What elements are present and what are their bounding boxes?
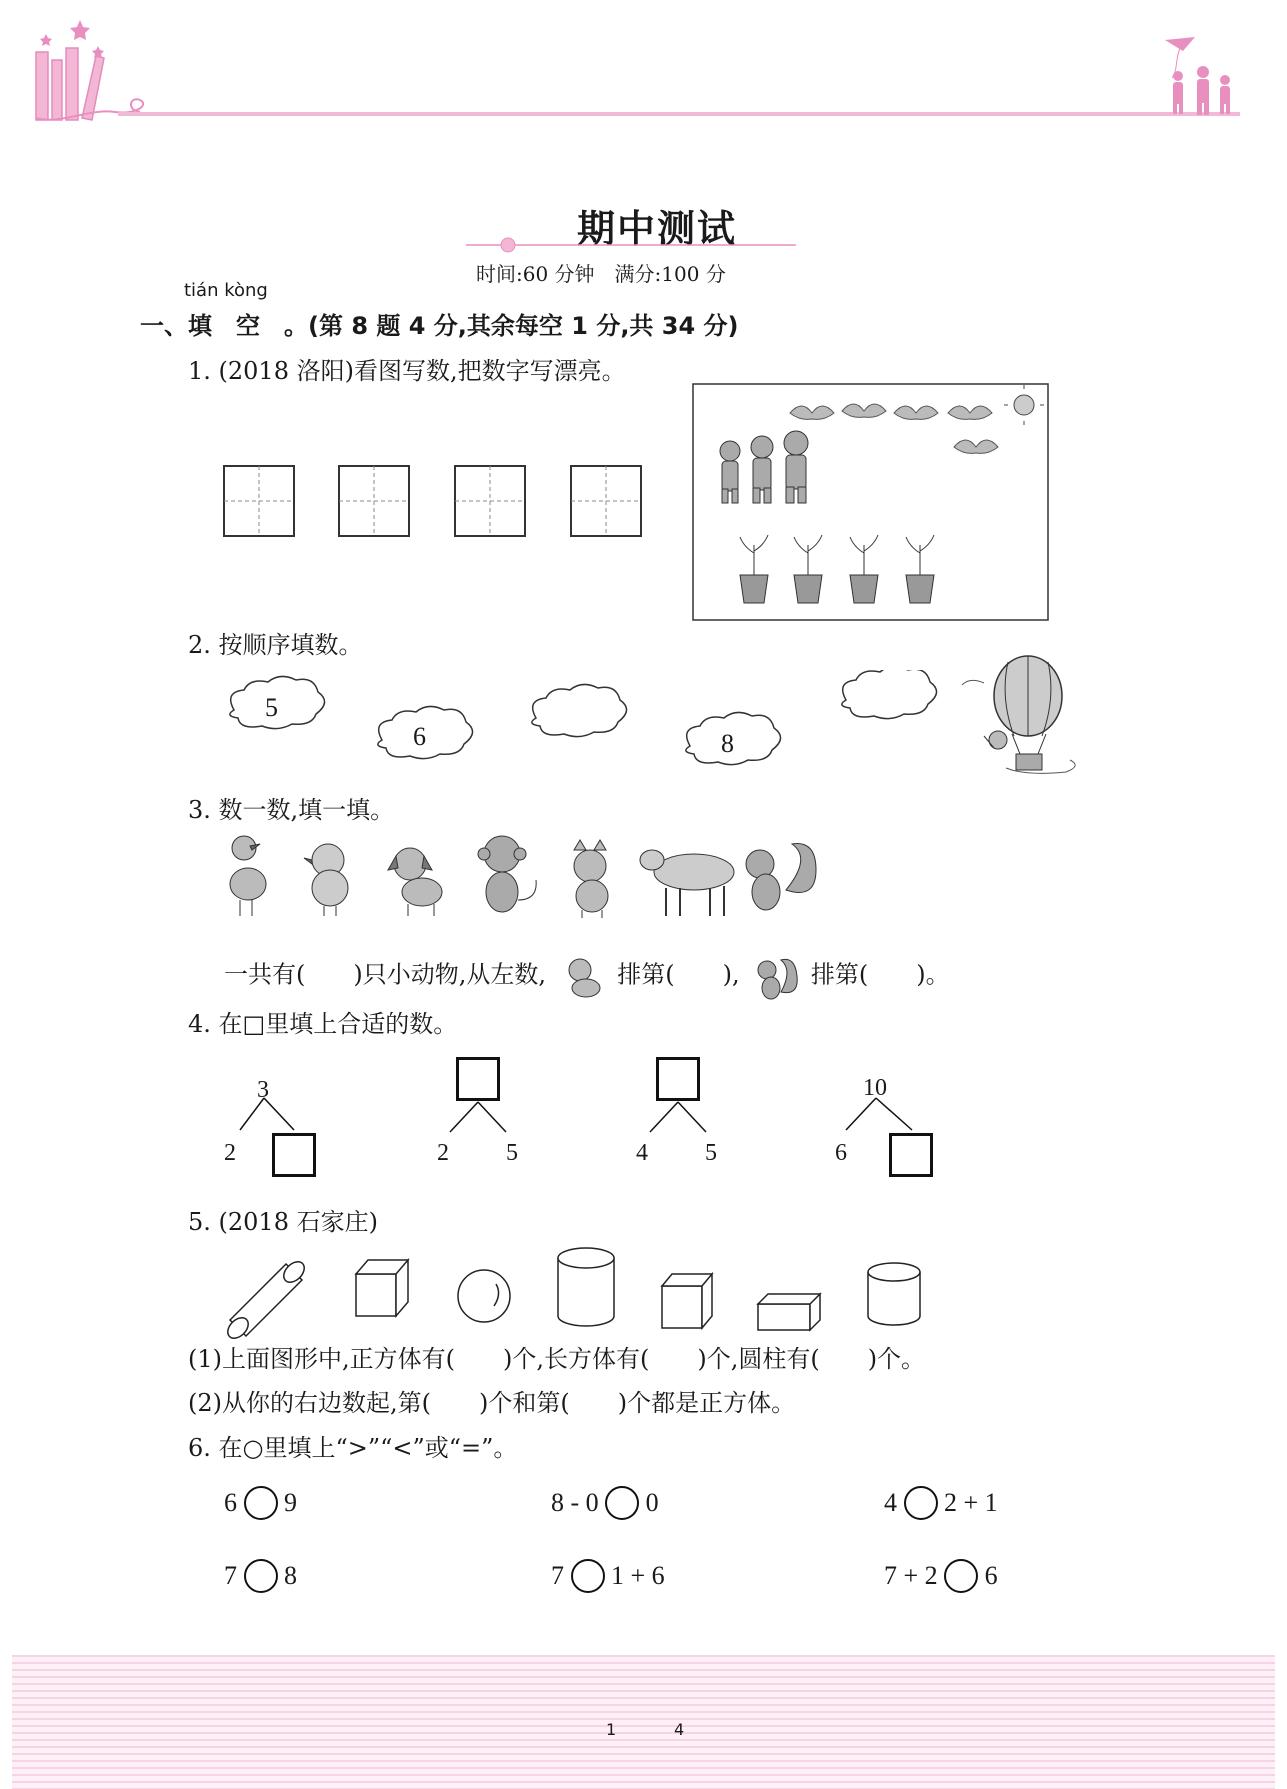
compare-circle[interactable] bbox=[244, 1559, 278, 1593]
sphere-icon bbox=[458, 1270, 510, 1322]
cloud[interactable] bbox=[842, 670, 937, 719]
hot-air-balloon-icon bbox=[950, 650, 1090, 780]
fill-total: 一共有( )只小动物,从左数, bbox=[224, 960, 546, 989]
bond-left: 4 bbox=[636, 1140, 648, 1166]
compare-item bbox=[224, 1486, 297, 1520]
section-label: 一、填 空 。 bbox=[140, 312, 308, 340]
compare-circle[interactable] bbox=[605, 1486, 639, 1520]
question-3-fill bbox=[224, 952, 950, 1000]
cube-icon bbox=[356, 1260, 408, 1316]
solid-shapes-row bbox=[220, 1240, 940, 1340]
compare-circle[interactable] bbox=[944, 1559, 978, 1593]
section-pinyin: tián kòng bbox=[184, 280, 268, 301]
section-scoring: (第 8 题 4 分,其余每空 1 分,共 34 分) bbox=[308, 312, 739, 340]
page-number-right: 4 bbox=[674, 1720, 685, 1739]
puppy-icon bbox=[388, 848, 442, 916]
question-1: 1. (2018 洛阳)看图写数,把数字写漂亮。 bbox=[188, 357, 626, 385]
compare-item bbox=[884, 1486, 998, 1520]
question-2: 2. 按顺序填数。 bbox=[188, 631, 363, 659]
answer-box[interactable] bbox=[456, 1057, 500, 1101]
section-heading bbox=[140, 306, 739, 341]
squirrel-icon bbox=[746, 844, 816, 910]
chick-icon bbox=[304, 844, 348, 916]
tian-grid-row bbox=[220, 462, 650, 538]
cloud[interactable] bbox=[532, 684, 627, 736]
question-4: 4. 在□里填上合适的数。 bbox=[188, 1010, 458, 1038]
tian-grid-box[interactable] bbox=[339, 466, 409, 536]
compare-left: 7 bbox=[224, 1561, 237, 1591]
compare-circle[interactable] bbox=[244, 1486, 278, 1520]
compare-right: 2 + 1 bbox=[944, 1488, 998, 1518]
bond-left: 6 bbox=[835, 1140, 847, 1166]
compare-right: 9 bbox=[284, 1488, 297, 1518]
ostrich-chick-icon bbox=[230, 836, 266, 916]
cat-icon bbox=[574, 840, 608, 918]
monkey-icon bbox=[478, 836, 536, 912]
compare-item bbox=[884, 1559, 998, 1593]
compare-right: 8 bbox=[284, 1561, 297, 1591]
page-number-left: 1 bbox=[606, 1720, 617, 1739]
compare-right: 0 bbox=[645, 1488, 659, 1518]
bond-left: 2 bbox=[437, 1140, 449, 1166]
compare-item bbox=[551, 1559, 665, 1593]
compare-item bbox=[551, 1486, 659, 1520]
question-6: 6. 在○里填上“>”“<”或“=”。 bbox=[188, 1434, 518, 1462]
question-5-2: (2)从你的右边数起,第( )个和第( )个都是正方体。 bbox=[188, 1389, 796, 1417]
answer-box[interactable] bbox=[272, 1133, 316, 1177]
footer-band bbox=[12, 1655, 1275, 1789]
book-stack-icon bbox=[36, 48, 104, 120]
cylinder-icon bbox=[868, 1263, 920, 1325]
cloud-sequence bbox=[220, 670, 940, 770]
bond-top: 3 bbox=[257, 1077, 269, 1103]
header-ornament bbox=[0, 0, 1287, 140]
tian-grid-box[interactable] bbox=[571, 466, 641, 536]
cloud-number: 5 bbox=[265, 693, 278, 722]
compare-left: 7 bbox=[551, 1561, 564, 1591]
fill-puppy-position: 排第( ), bbox=[617, 960, 740, 989]
cow-icon bbox=[640, 850, 734, 916]
puppy-icon bbox=[558, 952, 606, 1000]
compare-left: 8 - 0 bbox=[551, 1488, 599, 1518]
compare-right: 1 + 6 bbox=[611, 1561, 665, 1591]
children-kite-icon bbox=[1165, 37, 1230, 115]
tian-grid-box[interactable] bbox=[455, 466, 525, 536]
tian-grid-box[interactable] bbox=[224, 466, 294, 536]
header-decoration bbox=[0, 0, 1287, 140]
cuboid-icon bbox=[758, 1294, 820, 1330]
animal-row bbox=[220, 830, 900, 920]
cylinder-lying-icon bbox=[224, 1258, 308, 1340]
cylinder-icon bbox=[558, 1248, 614, 1326]
cloud-number: 6 bbox=[413, 722, 426, 751]
answer-box[interactable] bbox=[656, 1057, 700, 1101]
bond-right: 5 bbox=[506, 1140, 518, 1166]
bond-right: 5 bbox=[705, 1140, 717, 1166]
bond-top: 10 bbox=[863, 1075, 887, 1101]
squirrel-icon bbox=[751, 952, 799, 1000]
compare-right: 6 bbox=[984, 1561, 998, 1591]
compare-left: 7 + 2 bbox=[884, 1561, 938, 1591]
cloud-number: 8 bbox=[721, 729, 734, 758]
question-3: 3. 数一数,填一填。 bbox=[188, 796, 395, 824]
title-underline bbox=[466, 236, 796, 256]
compare-circle[interactable] bbox=[904, 1486, 938, 1520]
exam-meta: 时间:60 分钟 满分:100 分 bbox=[476, 262, 726, 286]
page-title: 期中测试 bbox=[577, 206, 738, 251]
answer-box[interactable] bbox=[889, 1133, 933, 1177]
compare-circle[interactable] bbox=[571, 1559, 605, 1593]
cube-icon bbox=[662, 1274, 712, 1328]
compare-item bbox=[224, 1559, 297, 1593]
bond-left: 2 bbox=[224, 1140, 236, 1166]
question-5-1: (1)上面图形中,正方体有( )个,长方体有( )个,圆柱有( )个。 bbox=[188, 1345, 926, 1373]
fill-squirrel-position: 排第( )。 bbox=[810, 960, 950, 989]
compare-left: 6 bbox=[224, 1488, 237, 1518]
counting-picture bbox=[692, 383, 1049, 621]
question-5: 5. (2018 石家庄) bbox=[188, 1208, 378, 1236]
compare-left: 4 bbox=[884, 1488, 897, 1518]
